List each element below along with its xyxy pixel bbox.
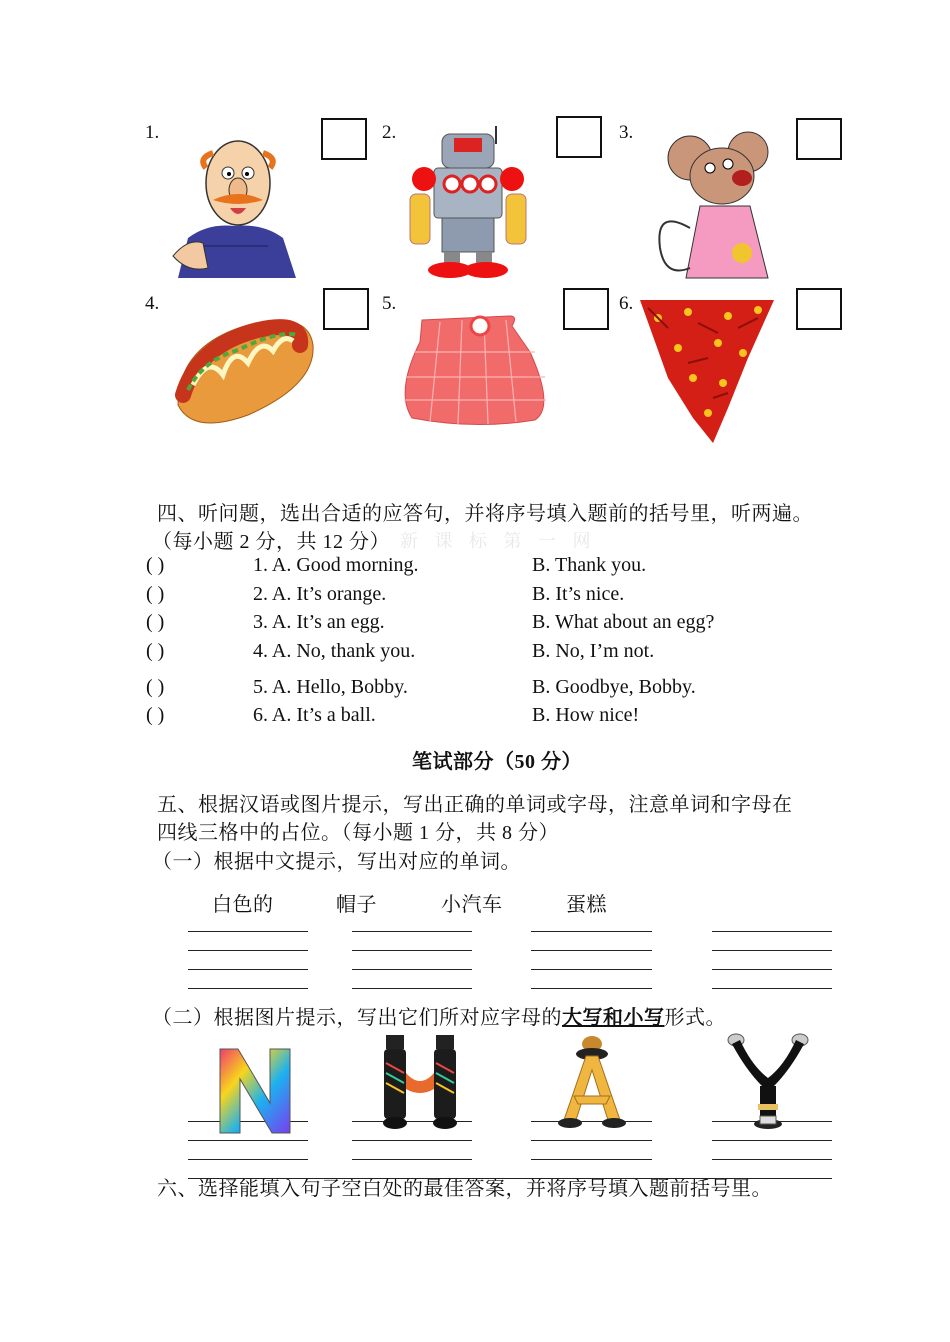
section4-subtitle: （每小题 2 分，共 12 分）: [152, 531, 390, 553]
skirt-picture: [400, 312, 550, 426]
answer-paren-2[interactable]: ( ): [146, 583, 165, 605]
answer-box-3[interactable]: [796, 118, 842, 160]
answer-box-6[interactable]: [796, 288, 842, 330]
section5-part2: [152, 1001, 726, 1030]
answer-paren-6[interactable]: ( ): [146, 704, 165, 726]
old-man-picture: [168, 128, 300, 278]
part2-emphasis: 大写和小写: [562, 1007, 665, 1029]
answer-box-2[interactable]: [556, 116, 602, 158]
letter-h-label: H: [415, 1102, 425, 1116]
section5-title-line2: 四线三格中的占位。（每小题 1 分，共 8 分）: [157, 822, 559, 844]
option-b-4: B. No, I’m not.: [532, 640, 655, 662]
part2-text-after: 形式。: [664, 1007, 726, 1029]
option-a-5: 5. A. Hello, Bobby.: [253, 676, 408, 698]
watermark: 新 课 标 第 一 网: [400, 531, 597, 551]
option-a-6: 6. A. It’s a ball.: [253, 704, 376, 726]
word-hint-3: 小汽车: [441, 894, 503, 916]
mouse-picture: [650, 128, 780, 288]
picture-number-5: 5.: [382, 293, 397, 314]
option-b-2: B. It’s nice.: [532, 583, 625, 605]
picture-number-3: 3.: [619, 122, 634, 143]
answer-paren-1[interactable]: ( ): [146, 554, 165, 576]
letter-a-label: A: [587, 1079, 597, 1093]
option-b-1: B. Thank you.: [532, 554, 647, 576]
picture-number-1: 1.: [145, 122, 160, 143]
word-hint-1: 白色的: [212, 894, 274, 916]
letter-y-picture: [726, 1030, 810, 1134]
answer-paren-4[interactable]: ( ): [146, 640, 165, 662]
answer-paren-5[interactable]: ( ): [146, 676, 165, 698]
robot-picture: [404, 124, 532, 280]
option-b-3: B. What about an egg?: [532, 611, 715, 633]
answer-box-1[interactable]: [321, 118, 367, 160]
word-hint-4: 蛋糕: [566, 894, 607, 916]
word-hint-2: 帽子: [336, 894, 377, 916]
option-a-3: 3. A. It’s an egg.: [253, 611, 385, 633]
section6-title: 六、选择能填入句子空白处的最佳答案，并将序号填入题前括号里。: [157, 1178, 772, 1200]
part2-text-before: （二）根据图片提示，写出它们所对应字母的: [152, 1007, 562, 1029]
section5-part1: （一）根据中文提示，写出对应的单词。: [152, 851, 521, 873]
answer-box-4[interactable]: [323, 288, 369, 330]
written-heading: 笔试部分（50 分）: [412, 751, 582, 773]
option-b-5: B. Goodbye, Bobby.: [532, 676, 696, 698]
option-b-6: B. How nice!: [532, 704, 640, 726]
picture-number-6: 6.: [619, 293, 634, 314]
answer-paren-3[interactable]: ( ): [146, 611, 165, 633]
option-a-1: 1. A. Good morning.: [253, 554, 419, 576]
firecrackers-picture: [638, 298, 776, 446]
section4-title: 四、听问题，选出合适的应答句，并将序号填入题前的括号里，听两遍。: [157, 503, 813, 525]
hot-dog-picture: [168, 305, 318, 433]
option-a-4: 4. A. No, thank you.: [253, 640, 416, 662]
option-a-2: 2. A. It’s orange.: [253, 583, 387, 605]
letter-h-picture: [382, 1033, 458, 1131]
letter-grid-top-line: [188, 1178, 832, 1179]
picture-number-2: 2.: [382, 122, 397, 143]
letter-a-picture: [550, 1030, 634, 1130]
letter-n-picture: [214, 1043, 296, 1137]
section5-title-line1: 五、根据汉语或图片提示，写出正确的单词或字母，注意单词和字母在: [157, 794, 793, 816]
answer-box-5[interactable]: [563, 288, 609, 330]
picture-number-4: 4.: [145, 293, 160, 314]
